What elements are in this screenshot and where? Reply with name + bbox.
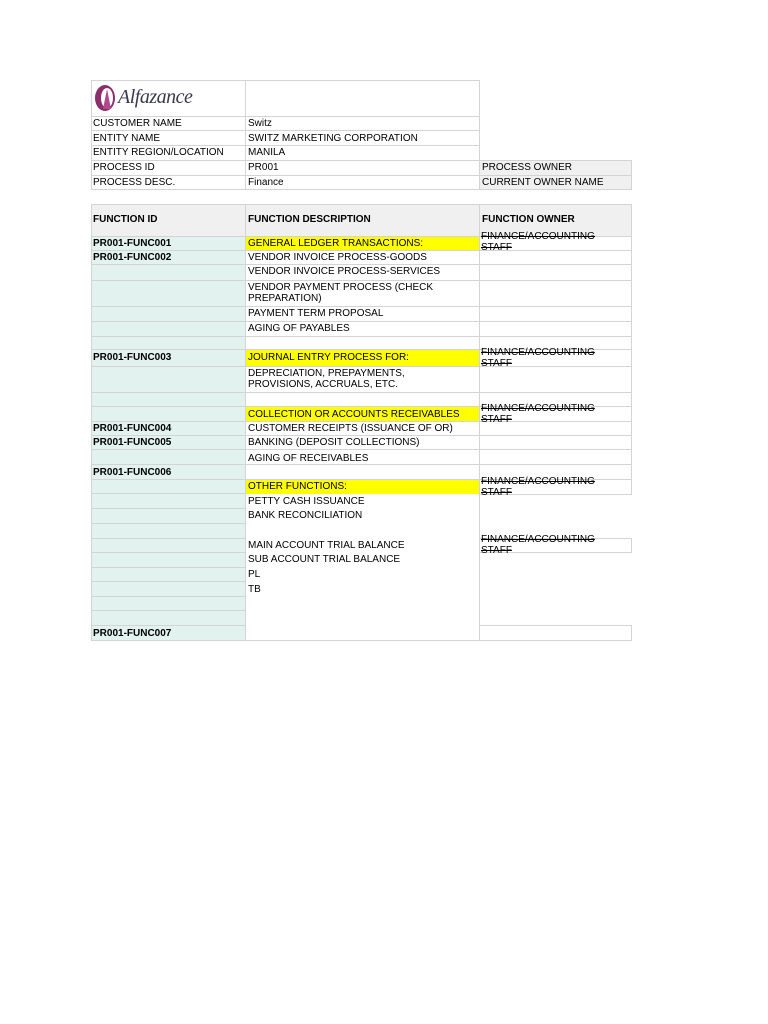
- desc-petty-cash: PETTY CASH ISSUANCE: [248, 496, 365, 507]
- desc-sub-tb: SUB ACCOUNT TRIAL BALANCE: [248, 554, 401, 565]
- entity-region-label: ENTITY REGION/LOCATION: [93, 147, 224, 158]
- id-cell: [91, 581, 246, 597]
- entity-name-label: ENTITY NAME: [93, 133, 161, 144]
- process-owner-label: PROCESS OWNER: [482, 162, 573, 173]
- id-cell: [91, 567, 246, 582]
- function-id: PR001-FUNC005: [93, 437, 172, 448]
- info-value-cell: [245, 160, 480, 176]
- owner-line2: STAFF: [481, 487, 512, 498]
- id-cell: [91, 552, 246, 568]
- owner-line1: FINANCE/ACCOUNTING: [481, 347, 595, 358]
- desc-payment-term: PAYMENT TERM PROPOSAL: [248, 308, 384, 319]
- owner-line2: STAFF: [481, 358, 512, 369]
- owner-cell: [479, 264, 632, 281]
- owner-line2: STAFF: [481, 414, 512, 425]
- owner-other: [481, 476, 595, 498]
- function-id: PR001-FUNC003: [93, 352, 172, 363]
- desc-vpp-line2: PREPARATION): [248, 293, 322, 304]
- id-cell: [91, 280, 246, 307]
- owner-gl: [481, 231, 595, 253]
- desc-banking: BANKING (DEPOSIT COLLECTIONS): [248, 437, 420, 448]
- alfazance-logo-icon: [94, 83, 118, 113]
- id-cell: [91, 493, 246, 509]
- id-cell: [91, 406, 246, 422]
- desc-cell: [245, 464, 480, 480]
- desc-dep-line2: PROVISIONS, ACCRUALS, ETC.: [248, 379, 399, 390]
- info-value-cell: [245, 116, 480, 131]
- function-id: PR001-FUNC007: [93, 628, 172, 639]
- desc-customer-receipts: CUSTOMER RECEIPTS (ISSUANCE OF OR): [248, 423, 453, 434]
- desc-vpp-line1: VENDOR PAYMENT PROCESS (CHECK: [248, 282, 434, 293]
- current-owner-label: CURRENT OWNER NAME: [482, 177, 604, 188]
- owner-cell: [479, 366, 632, 393]
- desc-tb: TB: [248, 584, 261, 595]
- owner-journal: [481, 347, 595, 369]
- desc-cell: [245, 336, 480, 350]
- logo-adjacent-cell: [245, 80, 480, 117]
- owner-line2: STAFF: [481, 242, 512, 253]
- id-cell: [91, 523, 246, 539]
- id-cell: [91, 264, 246, 281]
- id-cell: [91, 538, 246, 553]
- function-id: PR001-FUNC004: [93, 423, 172, 434]
- customer-name-label: CUSTOMER NAME: [93, 118, 182, 129]
- alfazance-logo: [94, 83, 194, 113]
- entity-name-value: SWITZ MARKETING CORPORATION: [248, 133, 418, 144]
- header-function-description: FUNCTION DESCRIPTION: [248, 214, 371, 225]
- id-cell: [91, 306, 246, 322]
- owner-line1: FINANCE/ACCOUNTING: [481, 476, 595, 487]
- owner-trial-balance: [481, 534, 595, 556]
- owner-cell: [479, 321, 632, 337]
- header-function-owner: FUNCTION OWNER: [482, 214, 575, 225]
- owner-cell: [479, 280, 632, 307]
- id-cell: [91, 479, 246, 494]
- header-function-id: FUNCTION ID: [93, 214, 158, 225]
- desc-vip-goods: VENDOR INVOICE PROCESS-GOODS: [248, 252, 427, 263]
- desc-collection: COLLECTION OR ACCOUNTS RECEIVABLES: [248, 409, 460, 420]
- owner-line2: STAFF: [481, 545, 512, 556]
- function-id: PR001-FUNC006: [93, 467, 172, 478]
- process-id-label: PROCESS ID: [93, 162, 155, 173]
- entity-region-value: MANILA: [248, 147, 286, 158]
- owner-cell: [479, 306, 632, 322]
- owner-cell: [479, 449, 632, 465]
- owner-collection: [481, 403, 595, 425]
- id-cell: [91, 596, 246, 611]
- logo-wordmark: Alfazance: [118, 86, 193, 108]
- desc-bank-recon: BANK RECONCILIATION: [248, 510, 363, 521]
- id-cell: [91, 392, 246, 407]
- customer-name-value: Switz: [248, 118, 272, 129]
- process-desc-value: Finance: [248, 177, 284, 188]
- process-desc-label: PROCESS DESC.: [93, 177, 176, 188]
- desc-aging-receivables: AGING OF RECEIVABLES: [248, 453, 369, 464]
- process-id-value: PR001: [248, 162, 279, 173]
- desc-pl: PL: [248, 569, 261, 580]
- desc-journal-entry: JOURNAL ENTRY PROCESS FOR:: [248, 352, 409, 363]
- desc-dep-line1: DEPRECIATION, PREPAYMENTS,: [248, 368, 405, 379]
- owner-cell: [479, 435, 632, 450]
- owner-line1: FINANCE/ACCOUNTING: [481, 403, 595, 414]
- function-id: PR001-FUNC001: [93, 238, 172, 249]
- id-cell: [91, 366, 246, 393]
- desc-main-tb: MAIN ACCOUNT TRIAL BALANCE: [248, 540, 405, 551]
- owner-cell: [479, 625, 632, 641]
- desc-vip-services: VENDOR INVOICE PROCESS-SERVICES: [248, 266, 441, 277]
- id-cell: [91, 336, 246, 350]
- desc-general-ledger: GENERAL LEDGER TRANSACTIONS:: [248, 238, 424, 249]
- owner-line1: FINANCE/ACCOUNTING: [481, 231, 595, 242]
- desc-aging-payables: AGING OF PAYABLES: [248, 323, 350, 334]
- desc-cell: [245, 392, 480, 407]
- desc-other-functions: OTHER FUNCTIONS:: [248, 481, 347, 492]
- id-cell: [91, 610, 246, 626]
- id-cell: [91, 321, 246, 337]
- owner-line1: FINANCE/ACCOUNTING: [481, 534, 595, 545]
- function-id: PR001-FUNC002: [93, 252, 172, 263]
- id-cell: [91, 449, 246, 465]
- id-cell: [91, 508, 246, 524]
